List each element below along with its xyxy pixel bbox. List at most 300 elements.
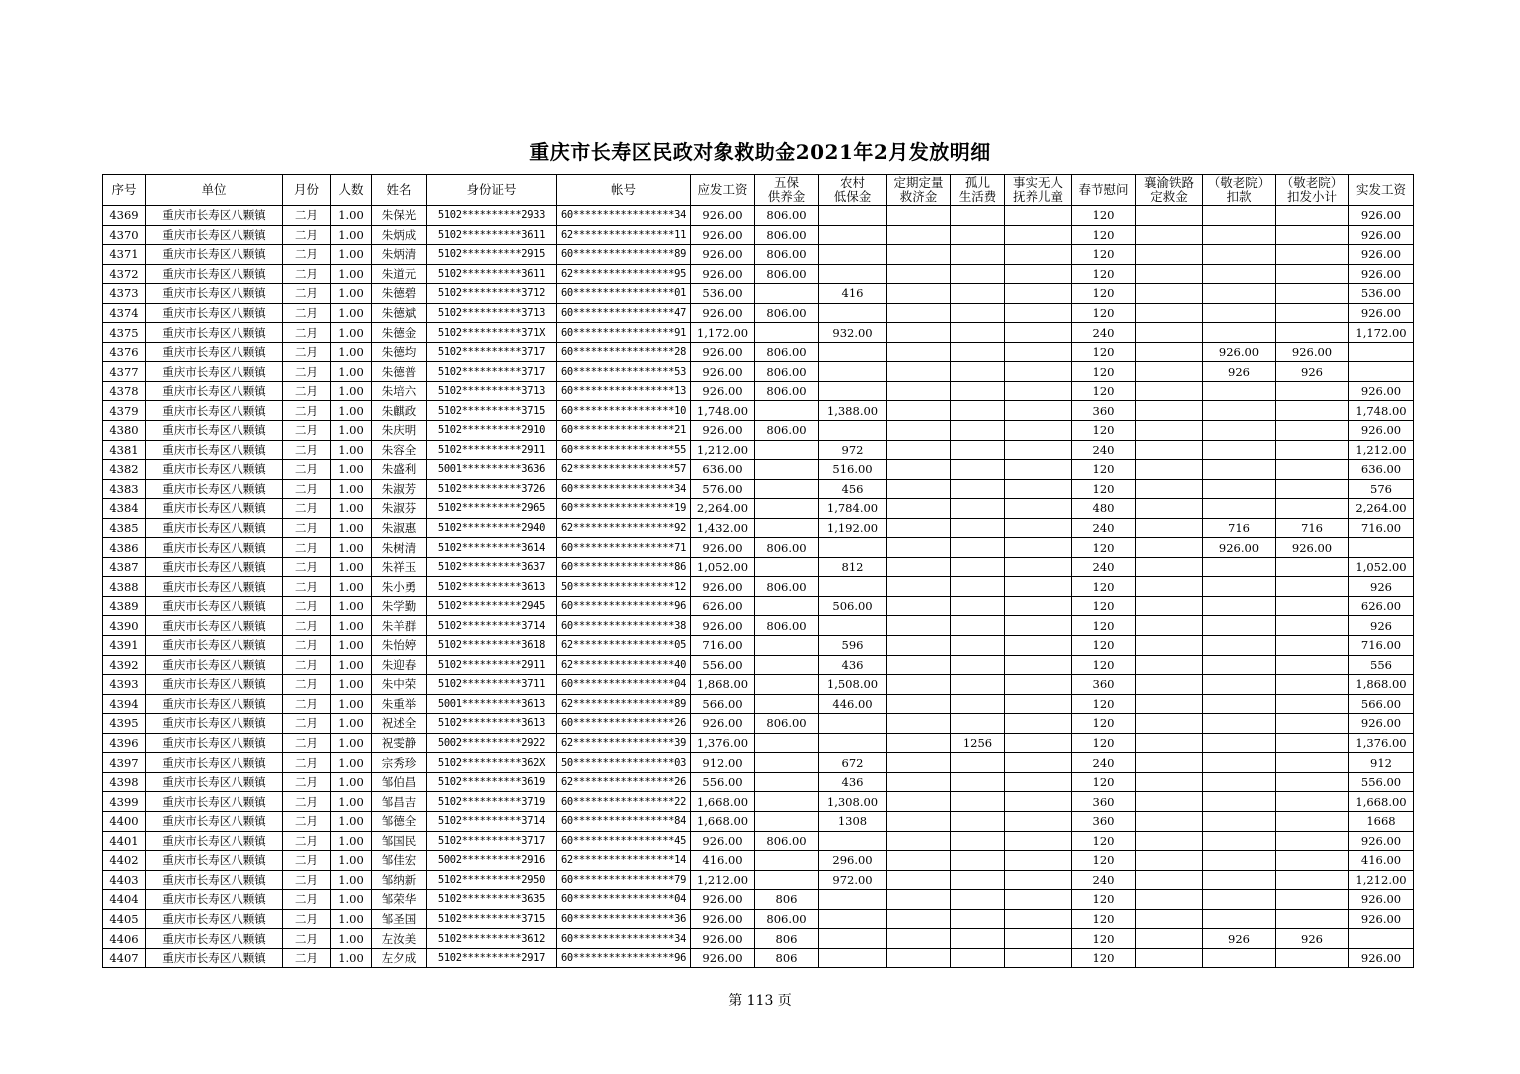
cell-month: 二月 bbox=[283, 890, 331, 910]
cell-account: 60*****************89 bbox=[557, 245, 691, 265]
cell-dibao: 436 bbox=[819, 655, 887, 675]
cell-id: 5102**********3712 bbox=[427, 284, 557, 304]
cell-dibao: 516.00 bbox=[819, 460, 887, 480]
cell-xiangyu bbox=[1136, 206, 1203, 226]
cell-month: 二月 bbox=[283, 225, 331, 245]
cell-count: 1.00 bbox=[331, 499, 372, 519]
cell-account: 62*****************39 bbox=[557, 733, 691, 753]
cell-xiangyu bbox=[1136, 342, 1203, 362]
cell-unit: 重庆市长寿区八颗镇 bbox=[146, 929, 283, 949]
document-title: 重庆市长寿区民政对象救助金2021年2月发放明细 bbox=[529, 140, 991, 164]
table-row bbox=[103, 655, 1414, 675]
cell-due: 926.00 bbox=[691, 362, 755, 382]
cell-shishi bbox=[1005, 831, 1072, 851]
cell-jlyx bbox=[1276, 655, 1349, 675]
cell-dibao bbox=[819, 616, 887, 636]
cell-month: 二月 bbox=[283, 284, 331, 304]
cell-shishi bbox=[1005, 694, 1072, 714]
cell-xiangyu bbox=[1136, 636, 1203, 656]
cell-count: 1.00 bbox=[331, 870, 372, 890]
cell-jlyx bbox=[1276, 225, 1349, 245]
cell-dingqi bbox=[887, 655, 951, 675]
cell-id: 5102**********3614 bbox=[427, 538, 557, 558]
cell-id: 5102**********3613 bbox=[427, 714, 557, 734]
cell-unit: 重庆市长寿区八颗镇 bbox=[146, 870, 283, 890]
cell-id: 5102**********3717 bbox=[427, 362, 557, 382]
column-header-line1: 襄渝铁路 bbox=[1143, 175, 1194, 190]
cell-shishi bbox=[1005, 675, 1072, 695]
cell-guer bbox=[951, 303, 1005, 323]
cell-count: 1.00 bbox=[331, 675, 372, 695]
cell-count: 1.00 bbox=[331, 460, 372, 480]
cell-month: 二月 bbox=[283, 792, 331, 812]
cell-unit: 重庆市长寿区八颗镇 bbox=[146, 714, 283, 734]
cell-due: 926.00 bbox=[691, 245, 755, 265]
cell-actual: 1,212.00 bbox=[1349, 440, 1414, 460]
cell-xiangyu bbox=[1136, 811, 1203, 831]
cell-actual: 912 bbox=[1349, 753, 1414, 773]
cell-wubao: 806 bbox=[755, 890, 819, 910]
cell-seq: 4374 bbox=[103, 303, 146, 323]
cell-dingqi bbox=[887, 831, 951, 851]
cell-id: 5102**********3715 bbox=[427, 401, 557, 421]
cell-unit: 重庆市长寿区八颗镇 bbox=[146, 362, 283, 382]
column-header-unit: 单位 bbox=[146, 175, 283, 206]
cell-month: 二月 bbox=[283, 948, 331, 968]
cell-shishi bbox=[1005, 890, 1072, 910]
cell-due: 1,376.00 bbox=[691, 733, 755, 753]
cell-actual: 926 bbox=[1349, 616, 1414, 636]
cell-due: 926.00 bbox=[691, 831, 755, 851]
cell-actual: 1,668.00 bbox=[1349, 792, 1414, 812]
cell-id: 5102**********3611 bbox=[427, 225, 557, 245]
cell-shishi bbox=[1005, 929, 1072, 949]
cell-shishi bbox=[1005, 772, 1072, 792]
cell-shishi bbox=[1005, 381, 1072, 401]
cell-shishi bbox=[1005, 440, 1072, 460]
cell-unit: 重庆市长寿区八颗镇 bbox=[146, 596, 283, 616]
cell-seq: 4386 bbox=[103, 538, 146, 558]
cell-month: 二月 bbox=[283, 303, 331, 323]
cell-jlyk bbox=[1203, 303, 1276, 323]
cell-id: 5102**********3726 bbox=[427, 479, 557, 499]
cell-id: 5001**********3636 bbox=[427, 460, 557, 480]
cell-jlyk bbox=[1203, 694, 1276, 714]
cell-count: 1.00 bbox=[331, 831, 372, 851]
column-header-jlyk bbox=[1203, 175, 1276, 206]
cell-name: 邹荣华 bbox=[372, 890, 427, 910]
cell-dibao bbox=[819, 714, 887, 734]
cell-seq: 4375 bbox=[103, 323, 146, 343]
cell-name: 朱保光 bbox=[372, 206, 427, 226]
cell-dingqi bbox=[887, 772, 951, 792]
cell-wubao: 806.00 bbox=[755, 225, 819, 245]
cell-actual: 1,748.00 bbox=[1349, 401, 1414, 421]
cell-jlyx bbox=[1276, 303, 1349, 323]
cell-actual: 926.00 bbox=[1349, 890, 1414, 910]
cell-jlyx bbox=[1276, 460, 1349, 480]
cell-actual: 1,212.00 bbox=[1349, 870, 1414, 890]
cell-account: 62*****************26 bbox=[557, 772, 691, 792]
cell-spring: 240 bbox=[1072, 557, 1136, 577]
cell-unit: 重庆市长寿区八颗镇 bbox=[146, 811, 283, 831]
cell-spring: 120 bbox=[1072, 284, 1136, 304]
cell-jlyk: 926.00 bbox=[1203, 342, 1276, 362]
cell-count: 1.00 bbox=[331, 440, 372, 460]
cell-due: 926.00 bbox=[691, 342, 755, 362]
cell-month: 二月 bbox=[283, 440, 331, 460]
table-row bbox=[103, 616, 1414, 636]
cell-account: 60*****************10 bbox=[557, 401, 691, 421]
cell-actual: 556 bbox=[1349, 655, 1414, 675]
cell-xiangyu bbox=[1136, 440, 1203, 460]
cell-unit: 重庆市长寿区八颗镇 bbox=[146, 460, 283, 480]
cell-guer bbox=[951, 557, 1005, 577]
cell-count: 1.00 bbox=[331, 811, 372, 831]
table-row bbox=[103, 440, 1414, 460]
cell-jlyk bbox=[1203, 772, 1276, 792]
cell-spring: 120 bbox=[1072, 948, 1136, 968]
table-row bbox=[103, 401, 1414, 421]
cell-dibao: 446.00 bbox=[819, 694, 887, 714]
cell-wubao bbox=[755, 811, 819, 831]
cell-id: 5102**********2950 bbox=[427, 870, 557, 890]
cell-jlyk bbox=[1203, 909, 1276, 929]
cell-wubao: 806 bbox=[755, 929, 819, 949]
cell-count: 1.00 bbox=[331, 733, 372, 753]
cell-spring: 240 bbox=[1072, 323, 1136, 343]
cell-due: 926.00 bbox=[691, 577, 755, 597]
cell-wubao: 806.00 bbox=[755, 577, 819, 597]
cell-month: 二月 bbox=[283, 596, 331, 616]
cell-shishi bbox=[1005, 714, 1072, 734]
cell-xiangyu bbox=[1136, 675, 1203, 695]
cell-seq: 4407 bbox=[103, 948, 146, 968]
cell-count: 1.00 bbox=[331, 245, 372, 265]
cell-count: 1.00 bbox=[331, 206, 372, 226]
cell-name: 朱培六 bbox=[372, 381, 427, 401]
cell-shishi bbox=[1005, 792, 1072, 812]
cell-dibao bbox=[819, 342, 887, 362]
cell-id: 5002**********2922 bbox=[427, 733, 557, 753]
cell-dingqi bbox=[887, 225, 951, 245]
cell-name: 朱德金 bbox=[372, 323, 427, 343]
cell-jlyk bbox=[1203, 948, 1276, 968]
cell-jlyk: 926 bbox=[1203, 929, 1276, 949]
cell-wubao bbox=[755, 733, 819, 753]
cell-count: 1.00 bbox=[331, 421, 372, 441]
cell-jlyk bbox=[1203, 323, 1276, 343]
cell-xiangyu bbox=[1136, 909, 1203, 929]
cell-dibao bbox=[819, 890, 887, 910]
cell-guer bbox=[951, 909, 1005, 929]
cell-count: 1.00 bbox=[331, 323, 372, 343]
cell-actual: 536.00 bbox=[1349, 284, 1414, 304]
cell-jlyx bbox=[1276, 675, 1349, 695]
cell-dibao: 1308 bbox=[819, 811, 887, 831]
cell-unit: 重庆市长寿区八颗镇 bbox=[146, 538, 283, 558]
cell-unit: 重庆市长寿区八颗镇 bbox=[146, 577, 283, 597]
cell-actual: 926.00 bbox=[1349, 948, 1414, 968]
cell-jlyk bbox=[1203, 479, 1276, 499]
cell-unit: 重庆市长寿区八颗镇 bbox=[146, 342, 283, 362]
cell-dingqi bbox=[887, 733, 951, 753]
cell-id: 5102**********2940 bbox=[427, 518, 557, 538]
cell-guer bbox=[951, 694, 1005, 714]
cell-dingqi bbox=[887, 694, 951, 714]
cell-id: 5102**********3717 bbox=[427, 342, 557, 362]
cell-dibao bbox=[819, 831, 887, 851]
cell-account: 60*****************22 bbox=[557, 792, 691, 812]
cell-dibao: 1,192.00 bbox=[819, 518, 887, 538]
cell-wubao bbox=[755, 557, 819, 577]
cell-spring: 240 bbox=[1072, 518, 1136, 538]
cell-shishi bbox=[1005, 479, 1072, 499]
cell-shishi bbox=[1005, 225, 1072, 245]
cell-jlyk bbox=[1203, 655, 1276, 675]
cell-spring: 360 bbox=[1072, 675, 1136, 695]
cell-jlyk bbox=[1203, 890, 1276, 910]
cell-id: 5102**********3611 bbox=[427, 264, 557, 284]
cell-account: 60*****************34 bbox=[557, 479, 691, 499]
cell-count: 1.00 bbox=[331, 557, 372, 577]
cell-due: 926.00 bbox=[691, 538, 755, 558]
cell-id: 5102**********3713 bbox=[427, 303, 557, 323]
cell-dingqi bbox=[887, 714, 951, 734]
cell-unit: 重庆市长寿区八颗镇 bbox=[146, 323, 283, 343]
cell-dibao bbox=[819, 421, 887, 441]
cell-guer bbox=[951, 870, 1005, 890]
table-row bbox=[103, 557, 1414, 577]
column-header-dibao bbox=[819, 175, 887, 206]
cell-shishi bbox=[1005, 909, 1072, 929]
cell-guer bbox=[951, 753, 1005, 773]
cell-wubao: 806.00 bbox=[755, 303, 819, 323]
cell-account: 60*****************04 bbox=[557, 675, 691, 695]
cell-name: 朱麒政 bbox=[372, 401, 427, 421]
cell-dingqi bbox=[887, 909, 951, 929]
cell-spring: 120 bbox=[1072, 538, 1136, 558]
cell-due: 926.00 bbox=[691, 909, 755, 929]
column-header-line1: 农村 bbox=[839, 175, 865, 190]
cell-month: 二月 bbox=[283, 381, 331, 401]
cell-month: 二月 bbox=[283, 557, 331, 577]
cell-jlyx bbox=[1276, 245, 1349, 265]
cell-dibao bbox=[819, 909, 887, 929]
cell-spring: 120 bbox=[1072, 733, 1136, 753]
cell-dibao: 436 bbox=[819, 772, 887, 792]
cell-seq: 4389 bbox=[103, 596, 146, 616]
cell-name: 朱淑惠 bbox=[372, 518, 427, 538]
cell-jlyx bbox=[1276, 499, 1349, 519]
cell-jlyk bbox=[1203, 733, 1276, 753]
cell-guer bbox=[951, 284, 1005, 304]
cell-shishi bbox=[1005, 323, 1072, 343]
cell-spring: 240 bbox=[1072, 753, 1136, 773]
cell-wubao bbox=[755, 401, 819, 421]
cell-unit: 重庆市长寿区八颗镇 bbox=[146, 401, 283, 421]
cell-month: 二月 bbox=[283, 870, 331, 890]
cell-guer bbox=[951, 655, 1005, 675]
cell-guer bbox=[951, 264, 1005, 284]
cell-dibao bbox=[819, 577, 887, 597]
cell-shishi bbox=[1005, 421, 1072, 441]
cell-name: 邹昌吉 bbox=[372, 792, 427, 812]
cell-due: 926.00 bbox=[691, 616, 755, 636]
cell-jlyk bbox=[1203, 440, 1276, 460]
cell-month: 二月 bbox=[283, 675, 331, 695]
cell-jlyk bbox=[1203, 264, 1276, 284]
cell-xiangyu bbox=[1136, 655, 1203, 675]
cell-month: 二月 bbox=[283, 206, 331, 226]
cell-shishi bbox=[1005, 811, 1072, 831]
cell-dibao: 932.00 bbox=[819, 323, 887, 343]
cell-jlyk bbox=[1203, 206, 1276, 226]
cell-guer bbox=[951, 225, 1005, 245]
cell-id: 5102**********3613 bbox=[427, 577, 557, 597]
cell-account: 60*****************47 bbox=[557, 303, 691, 323]
cell-jlyx bbox=[1276, 479, 1349, 499]
cell-wubao: 806.00 bbox=[755, 362, 819, 382]
cell-dingqi bbox=[887, 518, 951, 538]
cell-guer bbox=[951, 518, 1005, 538]
table-body bbox=[103, 206, 1414, 968]
cell-jlyx bbox=[1276, 714, 1349, 734]
cell-seq: 4406 bbox=[103, 929, 146, 949]
cell-dingqi bbox=[887, 440, 951, 460]
cell-jlyk bbox=[1203, 870, 1276, 890]
column-header-line2: 抚养儿童 bbox=[1012, 189, 1063, 204]
cell-wubao bbox=[755, 499, 819, 519]
cell-name: 朱盛利 bbox=[372, 460, 427, 480]
cell-xiangyu bbox=[1136, 401, 1203, 421]
cell-due: 1,052.00 bbox=[691, 557, 755, 577]
cell-wubao bbox=[755, 636, 819, 656]
cell-dibao: 456 bbox=[819, 479, 887, 499]
cell-dingqi bbox=[887, 596, 951, 616]
cell-xiangyu bbox=[1136, 851, 1203, 871]
cell-jlyx bbox=[1276, 792, 1349, 812]
cell-spring: 120 bbox=[1072, 909, 1136, 929]
cell-seq: 4369 bbox=[103, 206, 146, 226]
cell-count: 1.00 bbox=[331, 538, 372, 558]
column-header-line1: （敬老院） bbox=[1207, 175, 1271, 190]
cell-jlyk bbox=[1203, 421, 1276, 441]
cell-shishi bbox=[1005, 245, 1072, 265]
cell-guer bbox=[951, 811, 1005, 831]
cell-count: 1.00 bbox=[331, 342, 372, 362]
cell-xiangyu bbox=[1136, 284, 1203, 304]
cell-xiangyu bbox=[1136, 714, 1203, 734]
cell-actual: 626.00 bbox=[1349, 596, 1414, 616]
cell-month: 二月 bbox=[283, 733, 331, 753]
cell-spring: 120 bbox=[1072, 479, 1136, 499]
cell-spring: 120 bbox=[1072, 714, 1136, 734]
column-header-line2: 扣发小计 bbox=[1286, 189, 1337, 204]
cell-jlyk bbox=[1203, 753, 1276, 773]
cell-dingqi bbox=[887, 811, 951, 831]
cell-id: 5102**********3714 bbox=[427, 616, 557, 636]
cell-account: 60*****************84 bbox=[557, 811, 691, 831]
cell-guer bbox=[951, 577, 1005, 597]
cell-name: 朱羊群 bbox=[372, 616, 427, 636]
cell-jlyx bbox=[1276, 733, 1349, 753]
cell-due: 1,668.00 bbox=[691, 792, 755, 812]
cell-xiangyu bbox=[1136, 538, 1203, 558]
cell-name: 朱淑芬 bbox=[372, 499, 427, 519]
cell-jlyk bbox=[1203, 460, 1276, 480]
cell-seq: 4391 bbox=[103, 636, 146, 656]
cell-actual: 636.00 bbox=[1349, 460, 1414, 480]
cell-dibao: 1,388.00 bbox=[819, 401, 887, 421]
cell-count: 1.00 bbox=[331, 714, 372, 734]
table-row bbox=[103, 831, 1414, 851]
cell-account: 60*****************01 bbox=[557, 284, 691, 304]
column-header-xiangyu bbox=[1136, 175, 1203, 206]
cell-jlyk bbox=[1203, 714, 1276, 734]
cell-jlyk bbox=[1203, 381, 1276, 401]
cell-spring: 120 bbox=[1072, 362, 1136, 382]
column-header-spring: 春节慰问 bbox=[1072, 175, 1136, 206]
cell-month: 二月 bbox=[283, 909, 331, 929]
cell-due: 926.00 bbox=[691, 206, 755, 226]
cell-account: 60*****************79 bbox=[557, 870, 691, 890]
cell-unit: 重庆市长寿区八颗镇 bbox=[146, 753, 283, 773]
cell-actual: 1,052.00 bbox=[1349, 557, 1414, 577]
cell-due: 926.00 bbox=[691, 225, 755, 245]
cell-xiangyu bbox=[1136, 616, 1203, 636]
cell-xiangyu bbox=[1136, 890, 1203, 910]
cell-month: 二月 bbox=[283, 460, 331, 480]
cell-unit: 重庆市长寿区八颗镇 bbox=[146, 499, 283, 519]
table-row bbox=[103, 323, 1414, 343]
cell-due: 626.00 bbox=[691, 596, 755, 616]
cell-count: 1.00 bbox=[331, 577, 372, 597]
cell-guer bbox=[951, 792, 1005, 812]
cell-spring: 120 bbox=[1072, 616, 1136, 636]
table-row bbox=[103, 206, 1414, 226]
cell-dingqi bbox=[887, 616, 951, 636]
cell-account: 62*****************40 bbox=[557, 655, 691, 675]
cell-seq: 4388 bbox=[103, 577, 146, 597]
cell-seq: 4399 bbox=[103, 792, 146, 812]
cell-id: 5102**********3714 bbox=[427, 811, 557, 831]
cell-seq: 4378 bbox=[103, 381, 146, 401]
cell-unit: 重庆市长寿区八颗镇 bbox=[146, 303, 283, 323]
column-header-actual: 实发工资 bbox=[1349, 175, 1414, 206]
cell-due: 1,432.00 bbox=[691, 518, 755, 538]
cell-jlyx: 926.00 bbox=[1276, 538, 1349, 558]
cell-dibao bbox=[819, 264, 887, 284]
cell-actual bbox=[1349, 362, 1414, 382]
cell-wubao bbox=[755, 518, 819, 538]
cell-name: 朱庆明 bbox=[372, 421, 427, 441]
cell-wubao: 806.00 bbox=[755, 538, 819, 558]
cell-dibao bbox=[819, 733, 887, 753]
cell-actual: 416.00 bbox=[1349, 851, 1414, 871]
column-header-line2: 供养金 bbox=[767, 189, 806, 204]
table-row bbox=[103, 675, 1414, 695]
cell-dibao: 1,308.00 bbox=[819, 792, 887, 812]
cell-spring: 120 bbox=[1072, 460, 1136, 480]
cell-jlyx bbox=[1276, 557, 1349, 577]
cell-dibao: 972 bbox=[819, 440, 887, 460]
cell-wubao bbox=[755, 792, 819, 812]
cell-due: 926.00 bbox=[691, 421, 755, 441]
cell-shishi bbox=[1005, 401, 1072, 421]
cell-id: 5102**********3635 bbox=[427, 890, 557, 910]
cell-name: 邹国民 bbox=[372, 831, 427, 851]
